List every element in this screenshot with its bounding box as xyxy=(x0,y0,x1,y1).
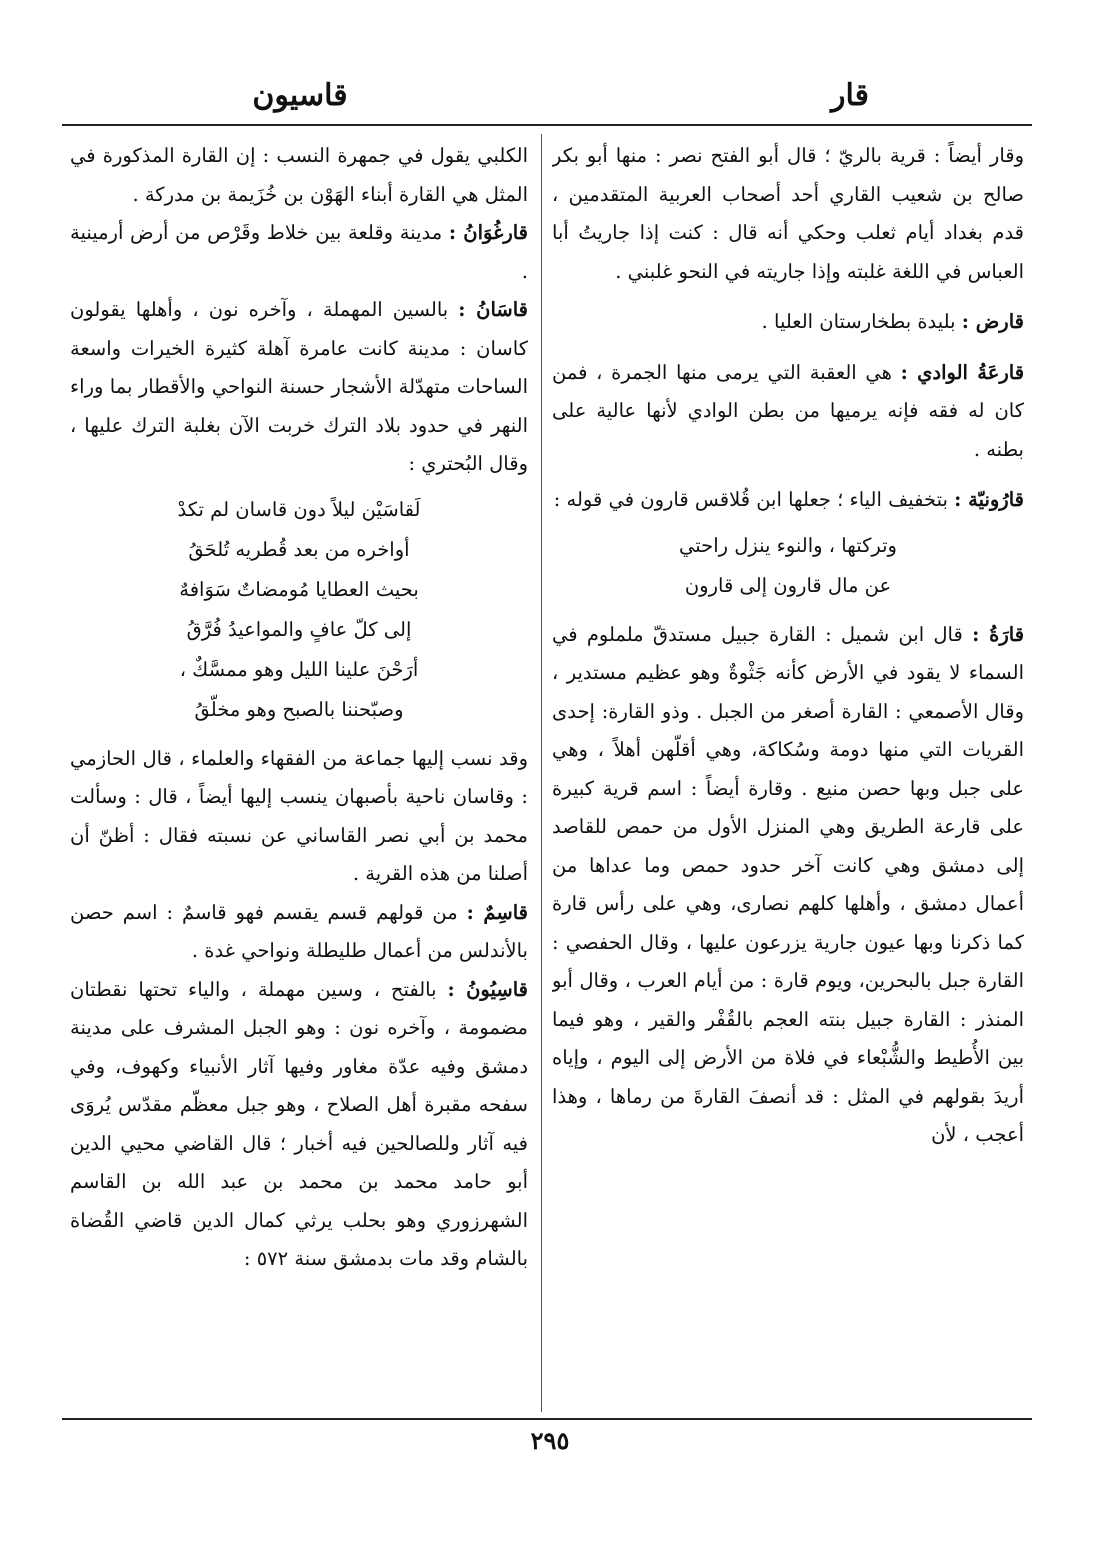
entry-qasan xyxy=(70,291,528,484)
page-number: ٢٩٥ xyxy=(530,1426,570,1455)
entry-qarid xyxy=(552,303,1024,342)
entry-headword: قارُونيّة : xyxy=(954,488,1024,511)
verse-line: عن مال قارون إلى قارون xyxy=(684,573,892,597)
verse-line: أواخره من بعد قُطريه تُلحَقُ xyxy=(188,537,410,561)
entry-qara xyxy=(552,616,1024,1155)
running-header-left: قاسيون xyxy=(252,78,348,113)
entry-text: هي العقبة التي يرمى منها الجمرة ، فمن كان له فقه فإنه يرميها من بطن الوادي لأنها عالية على بطنه . xyxy=(552,360,1024,461)
entry-qarghuwan xyxy=(70,214,528,291)
entry-text: قال ابن شميل : القارة جبيل مستدقّ ململوم في السماء لا يقود في الأرض كأنه جَثْوةٌ وهو عظيم مستدير ، وقال الأصمعي : القارة أصغر من الجبل . وذو القارة: إحدى القريات التي منها دومة وسُكاكة، وهي أقلّهن أهلاً ، وهي على جبل وبها حصن منيع . وقارة أيضاً : اسم قرية كبيرة على قارعة الطريق وهي المنزل الأول من حمص للقاصد إلى دمشق وهي كانت آخر حدود حمص وما عداها من أعمال دمشق ، وأهلها كلهم نصارى، وهي على رأس قارة كما ذكرنا وبها عيون جارية يزرعون عليها ، وقال الحفصي : القارة جبل بالبحرين، ويوم قارة : من أيام العرب ، وقال أبو المنذر : القارة جبيل بنته العجم بالقُفْر والقير ، وهو فيما بين الأُطيط والشُّبْعاء في فلاة من الأرض إلى اليوم ، وإياه أريدَ بقولهم في المثل : قد أنصفَ القارةَ من رماها ، وهذا أعجب ، لأن xyxy=(552,622,1024,1146)
verse-line: وتركتها ، والنوء ينزل راحتي xyxy=(679,533,897,557)
verse-line: وصبّحننا بالصبح وهو مخلّقُ xyxy=(194,697,404,721)
entry-text: من قولهم قسم يقسم فهو قاسمٌ : اسم حصن بالأندلس من أعمال طليطلة ونواحي غدة . xyxy=(70,900,528,962)
running-header-right: قار xyxy=(831,78,869,113)
entry-qariat-alwadi xyxy=(552,354,1024,470)
entry-headword: قارغُوَانُ : xyxy=(448,221,528,244)
entry-text: بتخفيف الياء ؛ جعلها ابن قُلاقس قارون في قوله : xyxy=(553,488,948,511)
entry-text: بليدة بطخارستان العليا . xyxy=(761,310,956,333)
entry-headword: قاسَانُ : xyxy=(458,298,528,321)
continued-paragraph: وقار أيضاً : قرية بالريّ ؛ قال أبو الفتح نصر : منها أبو بكر صالح بن شعيب القاري أحد أصحاب العربية المتقدمين ، قدم بغداد أيام ثعلب وحكي أنه قال : كنت إذا جاريتُ أبا العباس في اللغة غلبته وإذا جاريته في النحو غلبني . xyxy=(552,144,1024,283)
verse xyxy=(70,490,528,730)
verse-line: بحيث العطايا مُومضاتٌ سَوَافهٌ xyxy=(179,577,419,601)
continued-paragraph: الكلبي يقول في جمهرة النسب : إن القارة المذكورة في المثل هي القارة أبناء الهَوْن بن خُزَيمة بن مدركة . xyxy=(70,144,528,206)
entry-text: مدينة وقلعة بين خلاط وقَرْص من أرض أرمينية . xyxy=(70,221,528,283)
verse xyxy=(552,526,1024,606)
column-divider xyxy=(541,134,542,1412)
right-column xyxy=(552,137,1024,1412)
verse-line: أرَحْنَ علينا الليل وهو ممسَّكٌ ، xyxy=(179,657,419,681)
entry-headword: قارض : xyxy=(961,310,1024,333)
entry-headword: قاسِيُونُ : xyxy=(447,977,528,1001)
entry-qasiyun xyxy=(70,971,528,1279)
entry-text: بالسين المهملة ، وآخره نون ، وأهلها يقولون كاسان : مدينة كانت عامرة آهلة كثيرة الخيرات واسعة الساحات متهدّلة الأشجار حسنة النواحي والأقطار بما وراء النهر في حدود بلاد الترك خربت الآن بغلبة الترك عليها ، وقال البُحتري : xyxy=(70,298,528,475)
entry-text: بالفتح ، وسين مهملة ، والياء تحتها نقطتان مضمومة ، وآخره نون : وهو الجبل المشرف على مدينة دمشق وفيه عدّة مغاور وفيها آثار الأنبياء وكهوف، وفي سفحه مقبرة أهل الصلاح ، وهو جبل معظّم مقدّس يُروَى فيه آثار وللصالحين فيه أخبار ؛ قال القاضي محيي الدين أبو حامد محمد بن محمد بن عبد الله بن القاسم الشهرزوري وهو بحلب يرثي كمال الدين قاضي القُضاة بالشام وقد مات بدمشق سنة ٥٧٢ : xyxy=(70,977,528,1270)
entry-headword: قاسِمٌ : xyxy=(466,900,528,924)
entry-qasim xyxy=(70,894,528,971)
left-column xyxy=(70,137,528,1412)
verse-line: إلى كلّ عافٍ والمواعيدُ فُرَّقُ xyxy=(186,617,412,641)
top-rule xyxy=(62,124,1032,126)
bottom-rule xyxy=(62,1418,1032,1420)
entry-qaruniyya xyxy=(552,481,1024,520)
entry-headword: قارَةُ : xyxy=(972,622,1024,646)
entry-headword: قارعَةُ الوادي : xyxy=(900,360,1024,384)
verse-line: لَقاسَيْن ليلاً دون قاسان لم تكدْ xyxy=(177,497,421,521)
paragraph: وقد نسب إليها جماعة من الفقهاء والعلماء ، قال الحازمي : وقاسان ناحية بأصبهان ينسب إليها أيضاً ، قال : وسألت محمد بن أبي نصر القاساني عن نسبته فقال : أظنّ أن أصلنا من هذه القرية . xyxy=(70,746,528,885)
